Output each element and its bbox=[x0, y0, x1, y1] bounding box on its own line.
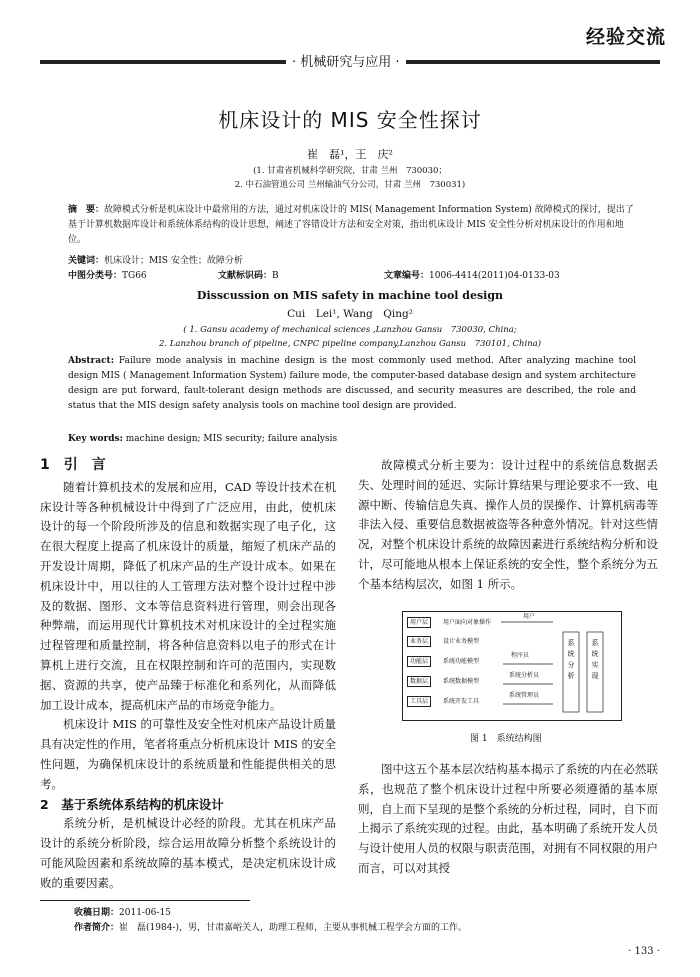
desc-data: 系统数据模型 bbox=[443, 678, 480, 685]
desc-tool: 系统开发工具 bbox=[443, 698, 480, 705]
article-no-label: 文章编号： bbox=[384, 271, 430, 281]
authors-cn: 崔 磊¹，王 庆² bbox=[307, 148, 393, 161]
footer-rule bbox=[40, 900, 250, 901]
clc-value: TG66 bbox=[122, 271, 147, 281]
desc-function: 系统功能模型 bbox=[443, 658, 480, 665]
abstract-en-label: Abstract: bbox=[68, 356, 115, 366]
doc-code-value: B bbox=[272, 271, 279, 281]
affiliation-en-2: 2. Lanzhou branch of pipeline, CNPC pipeline company,Lanzhou Gansu 730101, China) bbox=[158, 339, 542, 349]
keywords-cn-label: 关键词： bbox=[68, 256, 105, 266]
abstract-cn bbox=[68, 203, 636, 248]
article-title: 机床设计的 MIS 安全性探讨 bbox=[218, 108, 482, 132]
section-1-paragraph-2: 机床设计 MIS 的可靠性及安全性对机床产品设计质量具有决定性的作用，笔者将重点分析机床设计 MIS 的安全性问题，为确保机床设计的系统质量和性能提供相关的思考。 bbox=[40, 717, 337, 791]
abstract-en bbox=[68, 354, 636, 414]
keywords-en bbox=[68, 432, 636, 447]
figure-1 bbox=[402, 611, 622, 721]
layer-tool: 工具层 bbox=[407, 696, 431, 707]
clc-label: 中图分类号： bbox=[68, 271, 123, 281]
bio-text: 崔 磊(1984-)，男，甘肃嘉峪关人，助理工程师，主要从事机械工程学会方面的工作。 bbox=[119, 923, 467, 933]
keywords-en-label: Key words: bbox=[68, 434, 123, 444]
affiliation-en-1: ( 1. Gansu academy of mechanical sciences ,Lanzhou Gansu 730030, China; bbox=[183, 325, 517, 335]
role-programmer: 程序员 bbox=[511, 652, 530, 659]
clc-code bbox=[68, 269, 147, 284]
section-1-heading: 1 引 言 bbox=[40, 457, 106, 473]
article-number bbox=[384, 269, 560, 284]
layer-business: 业务层 bbox=[407, 636, 431, 647]
layer-function: 功能层 bbox=[407, 656, 431, 667]
right-column-bottom bbox=[358, 760, 658, 879]
section-2-heading: 2 基于系统体系结构的机床设计 bbox=[40, 796, 224, 812]
document-code bbox=[218, 269, 279, 284]
keywords-cn-text: 机床设计；MIS 安全性；故障分析 bbox=[104, 256, 243, 266]
desc-business: 设计业务模型 bbox=[443, 638, 480, 645]
desc-user: 用户面向对象操作 bbox=[443, 619, 492, 626]
role-user: 用户 bbox=[523, 613, 536, 620]
layer-data: 数据层 bbox=[407, 676, 431, 687]
journal-section-label: 经验交流 bbox=[585, 26, 666, 48]
article-title-en: Disscussion on MIS safety in machine tool design bbox=[196, 289, 504, 302]
keywords-cn bbox=[68, 254, 636, 269]
abstract-en-text: Failure mode analysis in machine design is the most commonly used method. After analyzing machine tool design MIS ( Management Information System) failure mode, the computer-based database design and system architecture design are put forward, fault-tolerant design methods are discussed, and security measures are described, the role and status that the MIS design safety analysis tools on machine tool design are provided. bbox=[68, 356, 636, 411]
received-value: 2011-06-15 bbox=[119, 908, 171, 918]
bio-label: 作者简介： bbox=[74, 923, 120, 933]
affiliation-cn-1: (1. 甘肃省机械科学研究院，甘肃 兰州 730030； bbox=[253, 166, 447, 176]
right-paragraph-1: 故障模式分析主要为：设计过程中的系统信息数据丢失、处理时间的延迟、实际计算结果与理论要求不一致、电源中断、传输信息失真、操作人员的误操作、计算机病毒等非法入侵、重要信息数据被盗等各种意外情况。针对这些情况，对整个机床设计系统的故障因素进行系统结构分析和设计，尽可能地从根本上保证系统的安全性，整个系统分为五个基本结构层次，如图 1 所示。 bbox=[358, 458, 658, 591]
layer-user: 用户层 bbox=[407, 617, 431, 628]
right-paragraph-2: 图中这五个基本层次结构基本揭示了系统的内在必然联系，也规范了整个机床设计过程中所要必须遵循的基本原则，自上而下呈现的是整个系统的分析过程，同时，自下而上揭示了系统实现的过程。由此，基本明确了系统开发人员与设计使用人员的权限与职责范围，对拥有不同权限的用户而言，可以对其授 bbox=[358, 762, 658, 875]
figure-1-caption: 图 1 系统结构图 bbox=[470, 734, 542, 744]
section-2-paragraph-1: 系统分析，是机械设计必经的阶段。尤其在机床产品设计的系统分析阶段，综合运用故障分析整个系统设计的可能风险因素和系统故障的基本模式，是决定机床设计成败的重要因素。 bbox=[40, 816, 336, 890]
doc-code-label: 文献标识码： bbox=[218, 271, 273, 281]
abstract-cn-text: 故障模式分析是机床设计中最常用的方法，通过对机床设计的 MIS( Management Information System) 故障模式的探讨，提出了基于计算机数据库设计和系统体系结构的设计思想，阐述了容错设计方法和安全对策，指出机床设计 MIS 安全性分析对机床设计的作用和地位。 bbox=[68, 205, 634, 245]
author-bio bbox=[74, 921, 664, 936]
authors-en: Cui Lei¹, Wang Qing² bbox=[287, 308, 413, 320]
figure-1-arrows bbox=[403, 612, 621, 720]
abstract-cn-label: 摘 要： bbox=[68, 205, 105, 215]
received-label: 收稿日期： bbox=[74, 908, 120, 918]
article-no-value: 1006-4414(2011)04-0133-03 bbox=[429, 271, 560, 281]
column-system-implementation: 系统实现 bbox=[591, 639, 599, 680]
page-number: · 133 · bbox=[628, 946, 660, 957]
section-1-paragraph-1: 随着计算机技术的发展和应用，CAD 等设计技术在机床设计等各种机械设计中得到了广泛应用，由此，使机床设计的每一个阶段所涉及的信息和数据实现了电子化，这在很大程度上提高了机床设计的质量，缩短了机床产品的开发设计周期，降低了机床产品的生产设计成本。如果在机床设计中，用以往的人工管理方法对整个设计过程中涉及的数据、图形、文本等信息资料进行管理，则会出现各种弊端，而运用现代计算机技术对机床设计的全过程实施过程管理和质量控制，将各种信息资料以电子的形式在计算机上进行交流，且在权限控制和许可的范围内，实现数据、资源的共享，使产品臻于标准化和系列化，从而降低加工设计成本，提高机床产品的市场竞争能力。 bbox=[40, 479, 336, 712]
column-system-analysis: 系统分析 bbox=[567, 639, 575, 680]
right-column-top bbox=[358, 456, 658, 595]
affiliation-cn-2: 2. 中石油管道公司 兰州输油气分公司，甘肃 兰州 730031) bbox=[234, 180, 466, 190]
role-analyst: 系统分析员 bbox=[509, 672, 540, 679]
left-column bbox=[40, 456, 336, 894]
column-tag: · 机械研究与应用 · bbox=[286, 51, 406, 70]
keywords-en-text: machine design; MIS security; failure analysis bbox=[125, 434, 338, 444]
role-admin: 系统管理员 bbox=[509, 692, 540, 699]
received-date bbox=[74, 906, 171, 921]
